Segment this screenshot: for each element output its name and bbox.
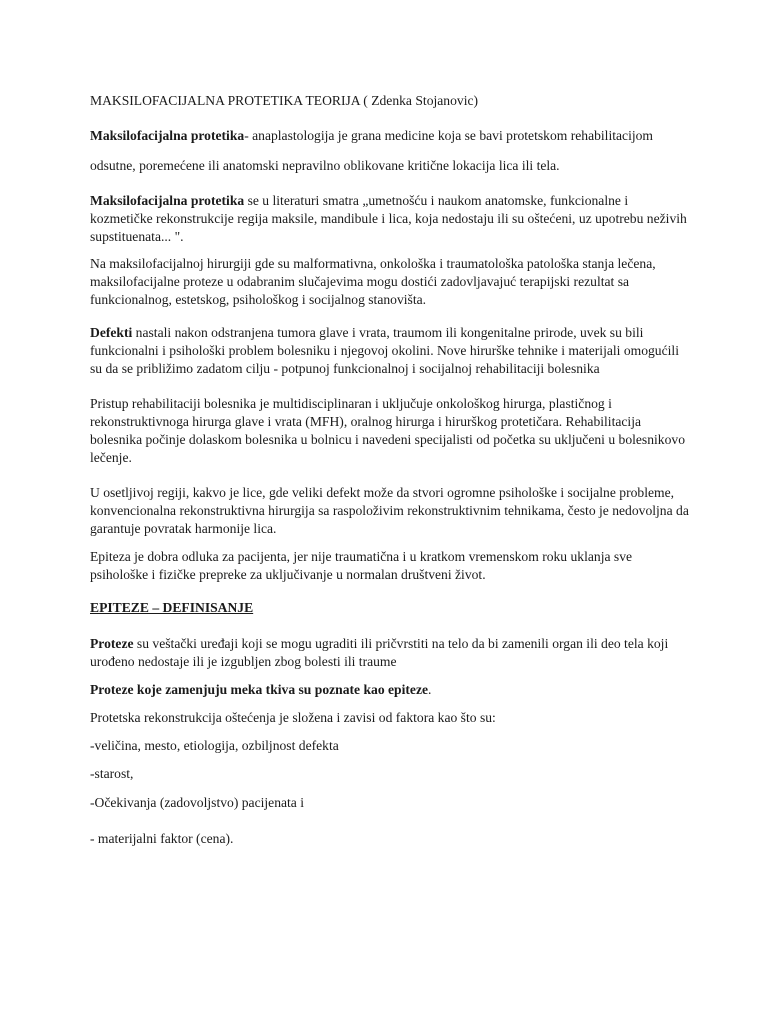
section-heading: EPITEZE – DEFINISANJE	[90, 600, 254, 615]
paragraph-face-region: U osetljivoj regiji, kakvo je lice, gde veliki defekt može da stvori ogromne psihološke i socijalne probleme, konvencionalna rekonstruktivna hirurgija sa raspoloživim rekonstruktivnim tehnikama, često je nedovoljna da garantuje povratak harmonije lica.	[90, 485, 689, 536]
term-bold: Maksilofacijalna protetika	[90, 193, 245, 208]
paragraph-defects	[90, 324, 690, 378]
paragraph-text: se u literaturi smatra „umetnošću i naukom anatomske, funkcionalne i kozmetičke rekonstrukcije regija maksile, mandibule i lica, koja nedostaju ili su oštećeni, uz upotrebu neživih supstituenata... ".	[90, 193, 687, 244]
paragraph-prostheses	[90, 635, 690, 671]
paragraph-epithesis: Epiteza je dobra odluka za pacijenta, jer nije traumatična i u kratkom vremenskom roku uklanja sve psihološke i fizičke prepreke za uključivanje u normalan društveni život.	[90, 549, 633, 582]
list-item: -Očekivanja (zadovoljstvo) pacijenata i	[90, 795, 305, 810]
paragraph-literature	[90, 192, 690, 246]
paragraph-surgery: Na maksilofacijalnoj hirurgiji gde su malformativna, onkološka i traumatološka patološka stanja lečena, maksilofacijalne proteze u odabranim slučajevima mogu dostići zadovljavajuć terapijski rezultat sa funkcionalnog, estetskog, psihološkog i socijalnog stanovišta.	[90, 256, 656, 307]
paragraph-text: .	[428, 682, 432, 697]
paragraph-factors-intro: Protetska rekonstrukcija oštećenja je složena i zavisi od faktora kao što su:	[90, 710, 496, 725]
paragraph-text: - anaplastologija je grana medicine koja se bavi protetskom rehabilitacijom	[244, 128, 653, 143]
term-bold: Proteze	[90, 636, 134, 651]
list-item: -starost,	[90, 766, 134, 781]
paragraph-definition	[90, 127, 690, 175]
list-item: - materijalni faktor (cena).	[90, 831, 234, 846]
paragraph-soft-tissue	[90, 681, 690, 699]
term-bold: Maksilofacijalna protetika	[90, 128, 245, 143]
term-bold: Defekti	[90, 325, 133, 340]
term-bold: Proteze koje zamenjuju meka tkiva su poznate kao epiteze	[90, 682, 429, 697]
paragraph-text: odsutne, poremećene ili anatomski nepravilno oblikovane kritične lokacija lica ili tela.	[90, 158, 560, 173]
paragraph-text: su veštački uređaji koji se mogu ugraditi ili pričvrstiti na telo da bi zamenili organ ili deo tela koji urođeno nedostaje ili je izgubljen zbog bolesti ili traume	[90, 636, 669, 669]
paragraph-text: nastali nakon odstranjena tumora glave i vrata, traumom ili kongenitalne prirode, uvek su bili funkcionalni i psihološki problem bolesniku i njegovoj okolini. Nove hirurške tehnike i materijali omogućili su da se približimo zadatom cilju - potpunoj funkcionalnoj i socijalnoj rehabilitaciji bolesnika	[90, 325, 679, 376]
paragraph-approach: Pristup rehabilitaciji bolesnika je multidisciplinaran i uključuje onkološkog hirurga, plastičnog i rekonstruktivnoga hirurga glave i vrata (MFH), oralnog hirurga i hirurškog protetičara. Rehabilitacija bolesnika počinje dolaskom bolesnika u bolnicu i navedeni specijalisti od početka su uključeni u bolesnikovo lečenje.	[90, 396, 685, 465]
document-title: MAKSILOFACIJALNA PROTETIKA TEORIJA ( Zdenka Stojanovic)	[90, 93, 479, 108]
list-item: -veličina, mesto, etiologija, ozbiljnost defekta	[90, 738, 339, 753]
